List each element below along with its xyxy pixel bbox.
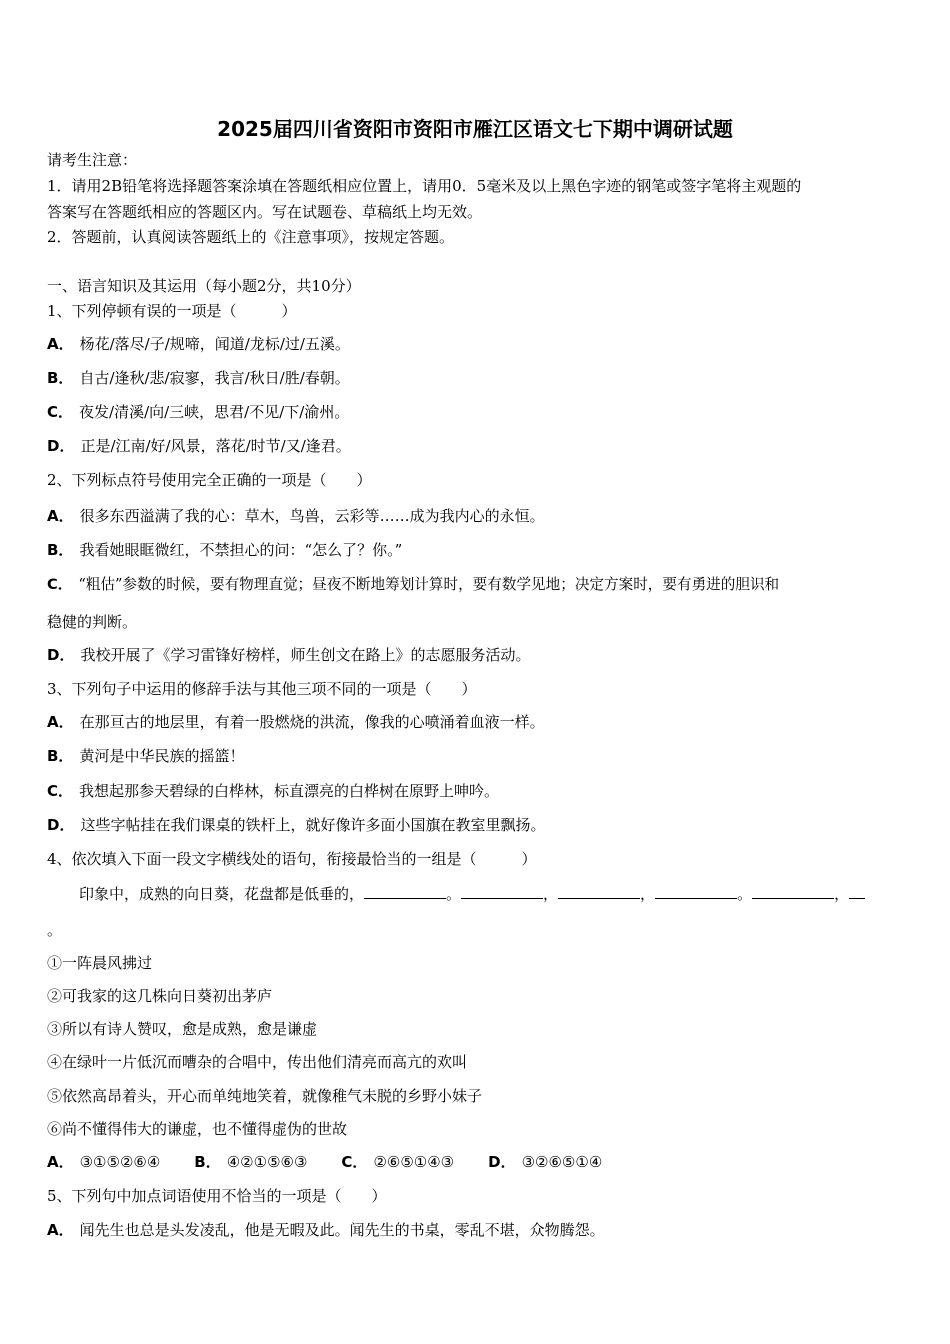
passage-text: 印象中，成熟的向日葵，花盘都是低垂的， xyxy=(79,885,365,903)
q3-option-a xyxy=(47,712,545,732)
answer-blank xyxy=(849,884,865,899)
section-heading: 一、语言知识及其运用（每小题2分，共10分） xyxy=(47,277,361,295)
notice-heading: 请考生注意： xyxy=(47,151,138,169)
option-text: 很多东西溢满了我的心：草木，鸟兽，云彩等……成为我内心的永恒。 xyxy=(79,507,545,525)
q4-choice-c xyxy=(341,1152,454,1172)
q4-item-1: ①一阵晨风拂过 xyxy=(47,954,153,972)
option-label: A． xyxy=(47,1221,74,1239)
option-label: B． xyxy=(47,747,74,765)
option-text: 在那亘古的地层里，有着一股燃烧的洪流，像我的心喷涌着血液一样。 xyxy=(79,713,545,731)
q2-option-d xyxy=(47,645,530,665)
option-label: C． xyxy=(341,1153,368,1171)
q3-option-b xyxy=(47,746,244,766)
option-label: C． xyxy=(47,782,74,800)
q4-item-6: ⑥尚不懂得伟大的谦虚，也不懂得虚伪的世故 xyxy=(47,1120,348,1138)
option-label: C． xyxy=(47,576,73,593)
q3-option-c xyxy=(47,781,499,801)
q4-passage: 印象中，成熟的向日葵，花盘都是低垂的， 。 ， ， 。 ， xyxy=(79,884,865,904)
option-label: B． xyxy=(47,541,74,559)
option-text: 杨花/落尽/子/规啼，闻道/龙标/过/五溪。 xyxy=(79,335,350,353)
option-label: A． xyxy=(47,507,74,525)
q4-choices xyxy=(47,1152,636,1172)
q3-option-d xyxy=(47,815,545,835)
notice-item-1-line-1: 1．请用2B铅笔将选择题答案涂填在答题纸相应位置上，请用0．5毫米及以上黑色字迹的钢笔或签字笔将主观题的 xyxy=(47,177,802,195)
q4-item-3: ③所以有诗人赞叹，愈是成熟，愈是谦虚 xyxy=(47,1020,318,1038)
option-text: 我想起那参天碧绿的白桦林，标直漂亮的白桦树在原野上呻吟。 xyxy=(79,782,500,800)
option-text: 夜发/清溪/向/三峡，思君/不见/下/渝州。 xyxy=(79,403,350,421)
q2-option-c xyxy=(47,575,779,595)
q4-item-4: ④在绿叶一片低沉而嘈杂的合唱中，传出他们清亮而高亢的欢叫 xyxy=(47,1053,468,1071)
question-3-stem: 3、下列句子中运用的修辞手法与其他三项不同的一项是（ ） xyxy=(47,680,477,698)
q4-passage-end: 。 xyxy=(47,921,63,939)
q4-choice-b xyxy=(194,1152,307,1172)
option-label: A． xyxy=(47,335,74,353)
answer-blank xyxy=(752,884,834,899)
option-text: ③①⑤②⑥④ xyxy=(79,1153,161,1171)
q2-option-c-continued: 稳健的判断。 xyxy=(47,613,138,631)
option-label: D． xyxy=(47,816,75,834)
notice-item-2: 2．答题前，认真阅读答题纸上的《注意事项》，按规定答题。 xyxy=(47,228,455,246)
option-label: B． xyxy=(47,369,74,387)
page-title: 2025届四川省资阳市资阳市雁江区语文七下期中调研试题 xyxy=(217,117,733,141)
q4-choice-d xyxy=(488,1152,602,1172)
option-text: 我看她眼眶微红，不禁担心的问：“怎么了？你。” xyxy=(79,541,403,559)
q5-option-a xyxy=(47,1220,605,1240)
q1-option-c xyxy=(47,402,349,422)
question-2-stem: 2、下列标点符号使用完全正确的一项是（ ） xyxy=(47,471,372,489)
answer-blank xyxy=(655,884,737,899)
option-text: 黄河是中华民族的摇篮！ xyxy=(79,747,245,765)
q1-option-d xyxy=(47,436,351,456)
option-text: 自古/逢秋/悲/寂寥，我言/秋日/胜/春朝。 xyxy=(79,369,350,387)
notice-item-1-line-2: 答案写在答题纸相应的答题区内。写在试题卷、草稿纸上均无效。 xyxy=(47,203,483,221)
q2-option-a xyxy=(47,506,545,526)
q1-option-b xyxy=(47,368,350,388)
option-text: 我校开展了《学习雷锋好榜样，师生创文在路上》的志愿服务活动。 xyxy=(80,646,531,664)
question-4-stem: 4、依次填入下面一段文字横线处的语句，衔接最恰当的一组是（ ） xyxy=(47,850,537,868)
option-label: A． xyxy=(47,1153,74,1171)
question-5-stem: 5、下列句中加点词语使用不恰当的一项是（ ） xyxy=(47,1187,387,1205)
q2-option-b xyxy=(47,540,402,560)
option-label: D． xyxy=(47,646,75,664)
option-label: C． xyxy=(47,403,74,421)
option-label: A． xyxy=(47,713,74,731)
option-text: “粗估”参数的时候，要有物理直觉；昼夜不断地筹划计算时，要有数学见地；决定方案时，要有勇进的胆识和 xyxy=(78,576,780,593)
option-text: ④②①⑤⑥③ xyxy=(226,1153,308,1171)
option-text: ③②⑥⑤①④ xyxy=(521,1153,603,1171)
q1-option-a xyxy=(47,334,350,354)
answer-blank xyxy=(364,884,446,899)
option-text: 闻先生也总是头发凌乱，他是无暇及此。闻先生的书桌，零乱不堪，众物腾怨。 xyxy=(79,1221,605,1239)
answer-blank xyxy=(461,884,543,899)
q4-item-5: ⑤依然高昂着头，开心而单纯地笑着，就像稚气未脱的乡野小妹子 xyxy=(47,1087,483,1105)
answer-blank xyxy=(558,884,640,899)
option-label: D． xyxy=(47,437,75,455)
q4-item-2: ②可我家的这几株向日葵初出茅庐 xyxy=(47,987,273,1005)
option-label: D． xyxy=(488,1153,516,1171)
option-text: ②⑥⑤①④③ xyxy=(373,1153,455,1171)
q4-choice-a xyxy=(47,1152,160,1172)
option-label: B． xyxy=(194,1153,221,1171)
option-text: 正是/江南/好/风景，落花/时节/又/逢君。 xyxy=(80,437,351,455)
option-text: 这些字帖挂在我们课桌的铁杆上，就好像许多面小国旗在教室里飘扬。 xyxy=(80,816,546,834)
question-1-stem: 1、下列停顿有误的一项是（ ） xyxy=(47,302,297,320)
